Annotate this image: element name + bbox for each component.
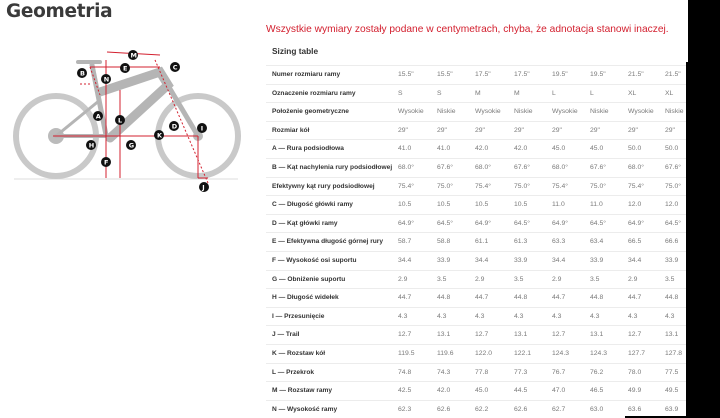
table-cell: 61.1	[475, 238, 489, 246]
table-cell: XL	[665, 89, 674, 97]
table-cell: 4.3	[398, 312, 408, 320]
table-cell: 29"	[514, 126, 524, 134]
label-g-icon	[126, 140, 136, 150]
table-row	[266, 177, 720, 196]
table-row	[266, 195, 720, 214]
table-cell: 76.7	[552, 368, 566, 376]
table-cell: 44.7	[628, 294, 642, 302]
row-label: Numer rozmiaru ramy	[272, 71, 341, 78]
table-cell: 74.3	[437, 368, 451, 376]
table-cell: 67.6°	[514, 163, 530, 171]
table-cell: 64.5°	[514, 219, 530, 227]
row-label: J — Trail	[272, 331, 300, 339]
table-cell: 75.4°	[628, 182, 644, 190]
table-cell: S	[398, 89, 403, 97]
table-cell: 17.5"	[514, 71, 530, 78]
table-cell: 45.0	[475, 387, 489, 395]
table-cell: 75.0°	[437, 182, 453, 190]
table-cell: 41.0	[398, 145, 412, 153]
table-cell: 21.5"	[665, 71, 681, 78]
table-cell: 61.3	[514, 238, 528, 246]
row-label: D — Kąt główki ramy	[272, 219, 338, 227]
table-cell: 63.4	[590, 238, 604, 246]
label-e-icon	[120, 63, 130, 73]
table-cell: 44.7	[398, 294, 412, 302]
row-label: M — Rozstaw ramy	[272, 387, 333, 395]
table-cell: 63.6	[628, 405, 642, 413]
table-cell: 124.3	[552, 349, 570, 357]
table-cell: 42.5	[398, 387, 412, 395]
table-cell: 29"	[628, 126, 638, 134]
table-cell: 13.1	[437, 331, 451, 339]
table-cell: 29"	[590, 126, 600, 134]
row-label: Rozmiar kół	[272, 126, 310, 134]
row-label: L — Przekrok	[272, 368, 315, 376]
row-label: K — Rozstaw kół	[272, 349, 326, 357]
table-cell: 34.4	[475, 256, 489, 264]
table-cell: 15.5"	[437, 71, 453, 78]
table-cell: 41.0	[437, 145, 451, 153]
table-cell: 4.3	[437, 312, 447, 320]
sizing-table	[266, 65, 720, 418]
table-cell: 127.7	[628, 349, 646, 357]
label-j-icon	[199, 182, 209, 192]
label-h-icon	[86, 140, 96, 150]
table-cell: M	[475, 89, 481, 97]
table-cell: 10.5	[475, 201, 489, 209]
table-cell: 3.5	[514, 275, 524, 283]
svg-text:M: M	[130, 51, 137, 60]
table-cell: 12.0	[665, 201, 679, 209]
table-row	[266, 251, 720, 270]
table-row	[266, 363, 720, 382]
table-cell: L	[552, 89, 556, 97]
table-cell: 46.5	[590, 387, 604, 395]
table-cell: XL	[628, 89, 637, 97]
table-cell: 74.8	[398, 368, 412, 376]
table-cell: 44.8	[590, 294, 604, 302]
table-cell: L	[590, 89, 594, 97]
table-cell: 33.9	[514, 256, 528, 264]
table-cell: 42.0	[514, 145, 528, 153]
table-cell: 44.8	[514, 294, 528, 302]
table-cell: Niskie	[590, 108, 609, 116]
table-cell: 62.3	[398, 405, 412, 413]
row-label: E — Efektywna długość górnej rury	[272, 238, 384, 246]
table-cell: 29"	[437, 126, 447, 134]
row-label: G — Obniżenie suportu	[272, 275, 346, 283]
table-cell: 11.0	[590, 201, 603, 209]
table-cell: 10.5	[437, 201, 451, 209]
table-cell: 68.0°	[628, 163, 644, 171]
table-cell: 75.4°	[552, 182, 568, 190]
table-cell: 3.5	[437, 275, 447, 283]
table-cell: 4.3	[590, 312, 600, 320]
table-cell: 10.5	[514, 201, 528, 209]
table-cell: 50.0	[665, 145, 679, 153]
table-cell: 13.1	[665, 331, 679, 339]
table-cell: 64.9°	[552, 219, 568, 227]
table-cell: 67.6°	[437, 163, 453, 171]
svg-text:I: I	[200, 124, 204, 133]
row-label: Efektywny kąt rury podsiodłowej	[272, 182, 375, 190]
table-cell: 122.1	[514, 349, 532, 357]
table-cell: Niskie	[437, 108, 456, 116]
row-label: I — Przesunięcie	[272, 312, 325, 320]
table-cell: 50.0	[628, 145, 642, 153]
table-row	[266, 102, 720, 121]
table-cell: 33.9	[665, 256, 679, 264]
table-cell: 11.0	[552, 201, 565, 209]
table-cell: 62.7	[552, 405, 566, 413]
table-cell: 4.3	[475, 312, 485, 320]
table-cell: 62.2	[475, 405, 489, 413]
table-cell: 10.5	[398, 201, 412, 209]
table-cell: Wysokie	[628, 108, 654, 116]
table-cell: 64.5°	[437, 219, 453, 227]
table-row	[266, 288, 720, 307]
table-cell: 44.7	[552, 294, 566, 302]
table-cell: 75.0°	[590, 182, 606, 190]
table-cell: 75.0°	[514, 182, 530, 190]
table-cell: 29"	[398, 126, 408, 134]
table-row	[266, 84, 720, 103]
row-label: A — Rura podsiodłowa	[272, 145, 344, 153]
table-cell: 64.9°	[398, 219, 414, 227]
table-row	[266, 381, 720, 400]
row-label: B — Kąt nachylenia rury podsiodłowej	[272, 163, 393, 171]
svg-text:H: H	[88, 141, 95, 150]
table-row	[266, 158, 720, 177]
row-label: H — Długość widełek	[272, 294, 339, 302]
svg-text:F: F	[104, 158, 109, 167]
table-cell: 76.2	[590, 368, 604, 376]
table-cell: 42.0	[437, 387, 451, 395]
table-cell: 62.6	[514, 405, 528, 413]
table-cell: 33.9	[590, 256, 604, 264]
table-cell: 34.4	[398, 256, 412, 264]
label-i-icon	[197, 123, 207, 133]
svg-text:G: G	[128, 141, 135, 150]
table-cell: 13.1	[514, 331, 528, 339]
table-cell: 45.0	[590, 145, 604, 153]
svg-text:K: K	[157, 131, 163, 140]
row-label: C — Długość główki ramy	[272, 201, 353, 209]
table-cell: 4.3	[665, 312, 675, 320]
table-cell: 47.0	[552, 387, 566, 395]
table-cell: 19.5"	[552, 71, 568, 78]
table-cell: Wysokie	[552, 108, 578, 116]
table-cell: 4.3	[514, 312, 524, 320]
table-cell: 66.5	[628, 238, 642, 246]
table-cell: 78.0	[628, 368, 642, 376]
svg-text:N: N	[103, 75, 110, 84]
table-cell: 49.5	[665, 387, 679, 395]
bike-geometry-diagram	[0, 40, 260, 200]
table-cell: 64.5°	[665, 219, 681, 227]
table-cell: 68.0°	[398, 163, 414, 171]
row-label: Położenie geometryczne	[272, 108, 349, 116]
table-cell: 64.9°	[628, 219, 644, 227]
table-cell: 67.6°	[590, 163, 606, 171]
table-cell: 49.9	[628, 387, 642, 395]
svg-text:C: C	[172, 63, 178, 72]
table-cell: Wysokie	[475, 108, 501, 116]
black-region	[686, 62, 720, 418]
table-cell: 75.4°	[398, 182, 414, 190]
table-cell: 13.1	[590, 331, 604, 339]
label-k-icon	[154, 130, 164, 140]
svg-text:D: D	[171, 122, 178, 131]
table-cell: 62.6	[437, 405, 451, 413]
table-cell: 19.5"	[590, 71, 606, 78]
table-cell: 124.3	[590, 349, 608, 357]
table-cell: 2.9	[552, 275, 562, 283]
table-cell: 67.6°	[665, 163, 681, 171]
svg-text:B: B	[80, 69, 85, 78]
table-cell: 12.7	[552, 331, 566, 339]
table-cell: 3.5	[665, 275, 675, 283]
table-cell: Niskie	[514, 108, 533, 116]
row-label: F — Wysokość osi suportu	[272, 256, 357, 264]
table-cell: 2.9	[475, 275, 485, 283]
table-cell: 21.5"	[628, 71, 644, 78]
table-cell: 29"	[552, 126, 562, 134]
table-cell: 64.9°	[475, 219, 491, 227]
table-cell: M	[514, 89, 520, 97]
table-cell: 29"	[665, 126, 675, 134]
svg-text:J: J	[202, 183, 205, 192]
table-cell: 34.4	[628, 256, 642, 264]
table-cell: 45.0	[552, 145, 566, 153]
table-cell: Niskie	[665, 108, 684, 116]
label-a-icon	[93, 111, 103, 121]
table-row	[266, 139, 720, 158]
table-cell: 58.8	[437, 238, 451, 246]
table-row	[266, 65, 720, 84]
table-row	[266, 232, 720, 251]
table-row	[266, 121, 720, 140]
table-cell: 122.0	[475, 349, 493, 357]
units-note: Wszystkie wymiary zostały podane w centymetrach, chyba, że adnotacja stanowi inaczej.	[266, 24, 669, 35]
label-d-icon	[169, 121, 179, 131]
table-cell: 127.8	[665, 349, 683, 357]
table-cell: 17.5"	[475, 71, 491, 78]
table-cell: 66.6	[665, 238, 679, 246]
table-cell: S	[437, 89, 442, 97]
table-cell: 12.7	[398, 331, 412, 339]
table-cell: 42.0	[475, 145, 489, 153]
svg-text:L: L	[118, 116, 123, 125]
label-f-icon	[101, 157, 111, 167]
table-cell: 63.9	[665, 405, 679, 413]
table-cell: 2.9	[398, 275, 408, 283]
row-label: Oznaczenie rozmiaru ramy	[272, 89, 356, 97]
table-cell: Wysokie	[398, 108, 424, 116]
sizing-table-title: Sizing table	[272, 46, 319, 56]
label-l-icon	[115, 115, 125, 125]
black-region	[688, 0, 720, 62]
table-row	[266, 214, 720, 233]
svg-text:E: E	[123, 64, 128, 73]
table-cell: 12.0	[628, 201, 642, 209]
table-cell: 4.3	[552, 312, 562, 320]
table-row	[266, 307, 720, 326]
label-b-icon	[77, 68, 87, 78]
table-cell: 44.8	[437, 294, 451, 302]
svg-text:A: A	[95, 112, 101, 121]
table-cell: 12.7	[475, 331, 489, 339]
table-cell: 3.5	[590, 275, 600, 283]
table-cell: 12.7	[628, 331, 642, 339]
table-cell: 68.0°	[475, 163, 491, 171]
table-cell: 68.0°	[552, 163, 568, 171]
table-cell: 2.9	[628, 275, 638, 283]
table-cell: 29"	[475, 126, 485, 134]
table-row	[266, 325, 720, 344]
label-m-icon	[128, 50, 138, 60]
table-cell: 44.5	[514, 387, 528, 395]
table-row	[266, 270, 720, 289]
table-cell: 77.3	[514, 368, 528, 376]
table-cell: 75.0°	[665, 182, 681, 190]
table-cell: 77.5	[665, 368, 679, 376]
table-cell: 34.4	[552, 256, 566, 264]
table-cell: 15.5"	[398, 71, 414, 78]
table-cell: 4.3	[628, 312, 638, 320]
table-cell: 33.9	[437, 256, 451, 264]
row-label: N — Wysokość ramy	[272, 405, 338, 413]
table-cell: 119.6	[437, 349, 454, 357]
table-cell: 119.5	[398, 349, 415, 357]
table-cell: 44.7	[475, 294, 489, 302]
label-n-icon	[101, 74, 111, 84]
table-cell: 63.0	[590, 405, 604, 413]
table-cell: 75.4°	[475, 182, 491, 190]
table-row	[266, 344, 720, 363]
label-c-icon	[170, 62, 180, 72]
table-cell: 77.8	[475, 368, 489, 376]
table-cell: 64.5°	[590, 219, 606, 227]
page-title: Geometria	[6, 1, 113, 22]
table-cell: 44.8	[665, 294, 679, 302]
table-cell: 58.7	[398, 238, 412, 246]
table-cell: 63.3	[552, 238, 566, 246]
